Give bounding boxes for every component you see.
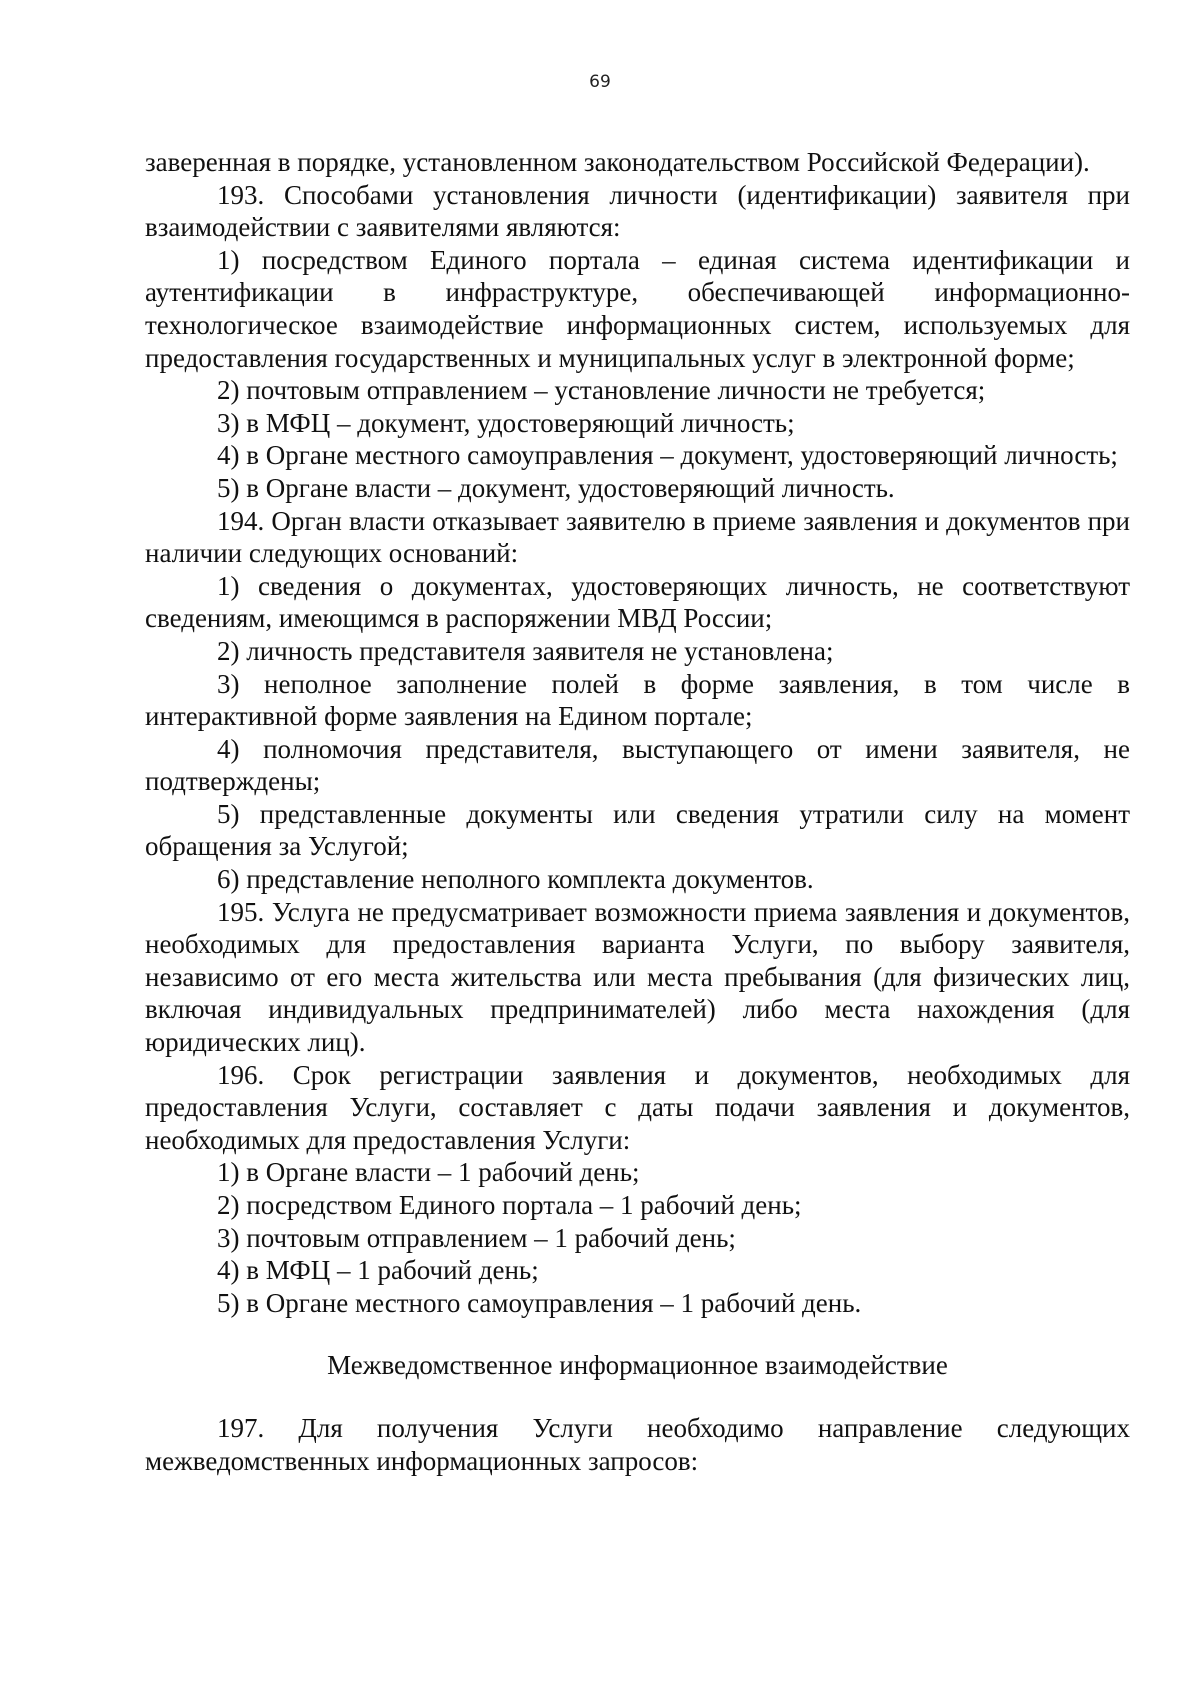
paragraphs-after-heading [145, 1412, 1130, 1477]
paragraph: 4) в МФЦ – 1 рабочий день; [217, 1255, 539, 1286]
paragraph: 194. Орган власти отказывает заявителю в приеме заявления и документов при наличии следующих оснований: [145, 505, 1130, 569]
paragraph: 3) неполное заполнение полей в форме заявления, в том числе в интерактивной форме заявления на Едином портале; [145, 668, 1130, 732]
paragraph: 1) в Органе власти – 1 рабочий день; [217, 1157, 640, 1188]
paragraph: 197. Для получения Услуги необходимо направление следующих межведомственных информационных запросов: [145, 1412, 1130, 1476]
paragraph: 196. Срок регистрации заявления и документов, необходимых для предоставления Услуги, составляет с даты подачи заявления и документов, необходимых для предоставления Услуги: [145, 1059, 1130, 1155]
paragraph: 1) сведения о документах, удостоверяющих личность, не соответствуют сведениям, имеющимся в распоряжении МВД России; [145, 570, 1130, 634]
paragraph: 2) посредством Единого портала – 1 рабочий день; [217, 1190, 802, 1220]
paragraph: 5) в Органе местного самоуправления – 1 рабочий день. [217, 1287, 862, 1318]
paragraph: 2) почтовым отправлением – установление личности не требуется; [217, 375, 986, 406]
page-number: 69 [589, 72, 611, 92]
paragraph: 195. Услуга не предусматривает возможности приема заявления и документов, необходимых для предоставления варианта Услуги, по выбору заявителя, независимо от его места жительства или места пребывания (для физических лиц, включая индивидуальных предпринимателей) либо места нахождения (для юридических лиц). [145, 896, 1130, 1058]
paragraph: 5) представленные документы или сведения утратили силу на момент обращения за Услугой; [145, 798, 1130, 862]
paragraph: 3) почтовым отправлением – 1 рабочий день; [217, 1222, 736, 1253]
paragraph: 6) представление неполного комплекта документов. [217, 864, 814, 895]
paragraph: 3) в МФЦ – документ, удостоверяющий личность; [217, 407, 795, 438]
paragraph: 5) в Органе власти – документ, удостоверяющий личность. [217, 472, 895, 503]
paragraph: 2) личность представителя заявителя не установлена; [217, 635, 834, 666]
document-body [145, 146, 1130, 1477]
paragraph: 4) полномочия представителя, выступающего от имени заявителя, не подтверждены; [145, 733, 1130, 797]
paragraph: 193. Способами установления личности (идентификации) заявителя при взаимодействии с заявителями являются: [145, 179, 1130, 243]
paragraph: заверенная в порядке, установленном законодательством Российской Федерации). [145, 147, 1090, 177]
section-heading: Межведомственное информационное взаимодействие [327, 1350, 948, 1381]
paragraphs-before-heading [145, 146, 1130, 1319]
paragraph: 4) в Органе местного самоуправления – документ, удостоверяющий личность; [217, 440, 1118, 471]
paragraph: 1) посредством Единого портала – единая система идентификации и аутентификации в инфраструктуре, обеспечивающей информационно-технологическое взаимодействие информационных систем, используемых для предоставления государственных и муниципальных услуг в электронной форме; [145, 244, 1130, 373]
